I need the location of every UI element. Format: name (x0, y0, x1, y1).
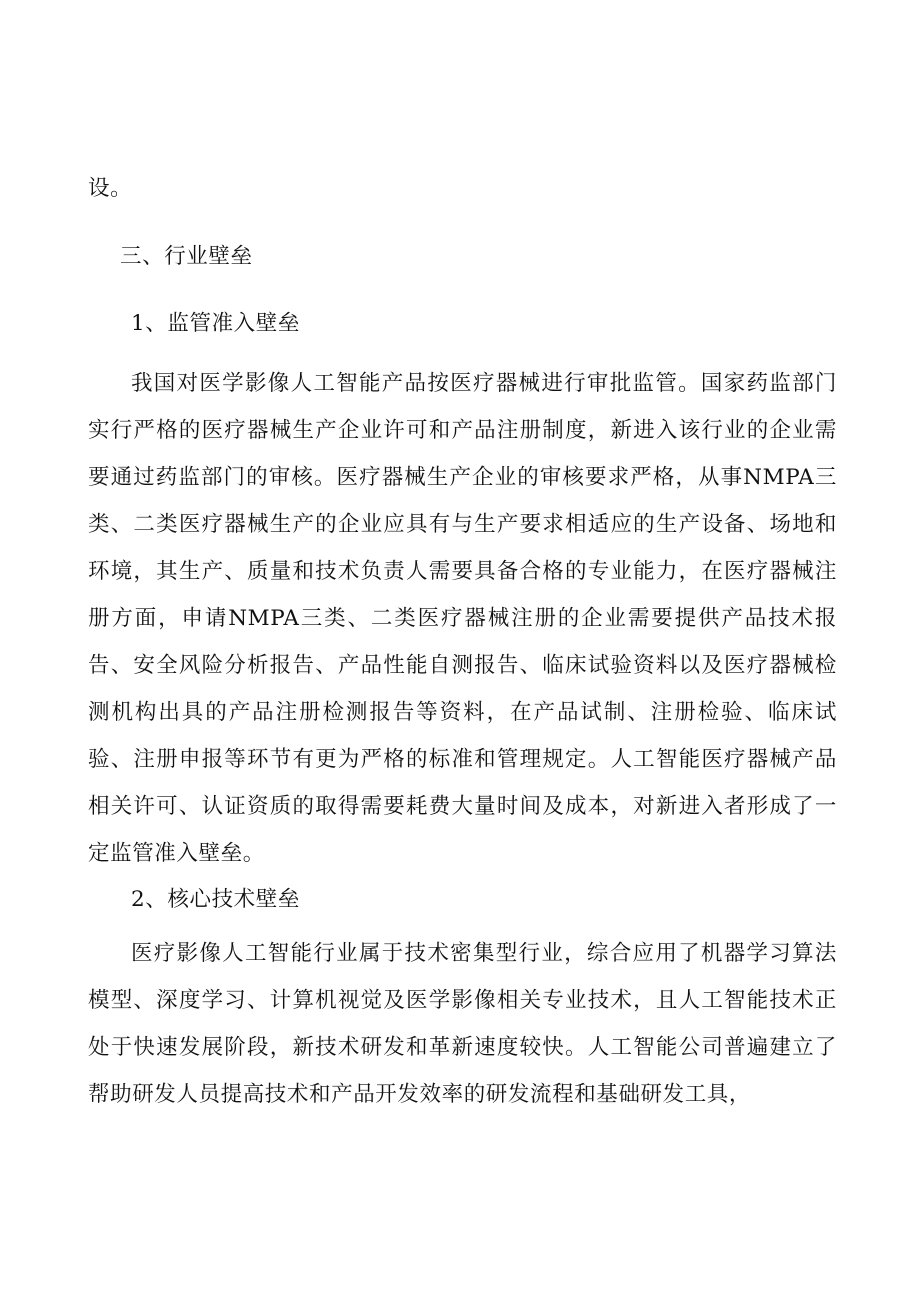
subsection-title-core-technology-barrier: 2、核心技术壁垒 (131, 887, 300, 912)
paragraph-core-technology-barrier: 医疗影像人工智能行业属于技术密集型行业，综合应用了机器学习算法模型、深度学习、计算机视觉及医学影像相关专业技术，且人工智能技术正处于快速发展阶段，新技术研发和革新速度较快。人工智能公司普遍建立了帮助研发人员提高技术和产品开发效率的研发流程和基础研发工具， (88, 941, 837, 1107)
section-title-industry-barriers: 三、行业壁垒 (120, 244, 253, 269)
continuation-text: 设。 (88, 176, 133, 201)
subsection-title-regulatory-barrier: 1、监管准入壁垒 (131, 311, 300, 336)
document-text-block (88, 165, 837, 1118)
paragraph-regulatory-barrier: 我国对医学影像人工智能产品按医疗器械进行审批监管。国家药监部门实行严格的医疗器械生产企业许可和产品注册制度，新进入该行业的企业需要通过药监部门的审核。医疗器械生产企业的审核要求严格，从事NMPA三类、二类医疗器械生产的企业应具有与生产要求相适应的生产设备、场地和环境，其生产、质量和技术负责人需要具备合格的专业能力，在医疗器械注册方面，申请NMPA三类、二类医疗器械注册的企业需要提供产品技术报告、安全风险分析报告、产品性能自测报告、临床试验资料以及医疗器械检测机构出具的产品注册检测报告等资料，在产品试制、注册检验、临床试验、注册申报等环节有更为严格的标准和管理规定。人工智能医疗器械产品相关许可、认证资质的取得需要耗费大量时间及成本，对新进入者形成了一定监管准入壁垒。 (88, 371, 837, 866)
